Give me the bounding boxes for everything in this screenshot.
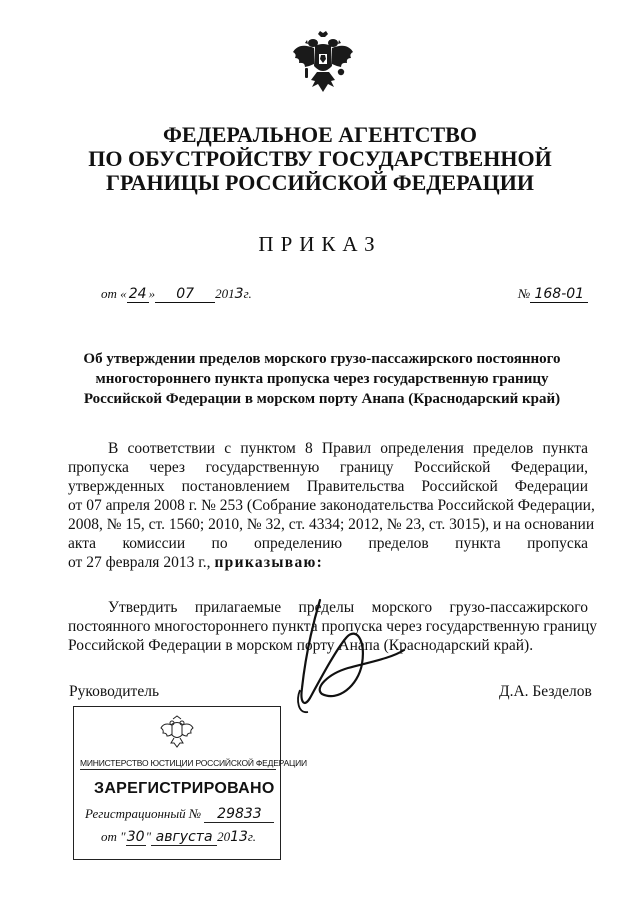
paragraph-line: пропуска через государственную границу Российской Федерации, (68, 459, 588, 476)
stamp-ministry-name: МИНИСТЕРСТВО ЮСТИЦИИ РОССИЙСКОЙ ФЕДЕРАЦИИ (80, 758, 307, 768)
paragraph-line: 2008, № 15, ст. 1560; 2010, № 32, ст. 4334; 2012, № 23, ст. 3015), и на основании (68, 516, 595, 533)
paragraph-line: В соответствии с пунктом 8 Правил определения пределов пункта (108, 440, 588, 457)
reg-date-year-digits: 13 (230, 829, 248, 845)
reg-number-value: 29833 (204, 806, 274, 823)
double-headed-eagle-icon (291, 30, 355, 96)
date-suffix: г. (243, 286, 252, 301)
subject-line-2: многостороннего пункта пропуска через государственную границу (95, 371, 549, 387)
paragraph-line: акта комиссии по определению пределов пункта пропуска (68, 535, 588, 552)
agency-name-line-2: ПО ОБУСТРОЙСТВУ ГОСУДАРСТВЕННОЙ (88, 146, 552, 171)
order-keyword: приказываю: (214, 554, 324, 571)
paragraph-line: утвержденных постановлением Правительства Российской Федерации (68, 478, 588, 495)
subject-line-3: Российской Федерации в морском порту Анапа (Краснодарский край) (83, 391, 561, 407)
date-day: 24 (127, 286, 149, 303)
reg-date-suffix: г. (247, 829, 257, 844)
date-month: 07 (155, 286, 215, 303)
stamp-registration-number (85, 806, 274, 823)
stamp-registered-label: ЗАРЕГИСТРИРОВАНО (94, 780, 275, 797)
signatory-name: Д.А. Безделов (499, 683, 592, 700)
basis-date-text: от 27 февраля 2013 г., (68, 554, 215, 571)
order-date (101, 286, 252, 303)
paragraph-line: от 07 апреля 2008 г. № 253 (Собрание законодательства Российской Федерации, (68, 497, 595, 514)
document-type-title: ПРИКАЗ (258, 232, 382, 256)
double-headed-eagle-icon (160, 715, 194, 749)
registration-stamp (73, 706, 307, 860)
agency-name-line-3: ГРАНИЦЫ РОССИЙСКОЙ ФЕДЕРАЦИИ (106, 170, 534, 195)
subject-line-1: Об утверждении пределов морского грузо-пассажирского постоянного (83, 351, 561, 367)
number-prefix: № (518, 286, 531, 301)
reg-number-label: Регистрационный № (85, 806, 202, 821)
date-year-prefix: 201 (215, 286, 235, 301)
handwritten-signature (292, 590, 412, 730)
date-prefix: от « (101, 286, 127, 301)
paragraph-line: Утвердить прилагаемые пределы морского грузо-пассажирского (108, 599, 588, 616)
date-mid: » (148, 286, 156, 301)
signatory-title: Руководитель (69, 683, 160, 700)
reg-date-month: августа (151, 829, 217, 846)
paragraph-line: постоянного многостороннего пункта пропуска через государственную границу (68, 618, 598, 635)
reg-date-day: 30 (126, 829, 145, 845)
reg-date-year-prefix: 20 (217, 829, 231, 844)
reg-date-prefix: от " (101, 829, 126, 844)
paragraph-line: Российской Федерации в морском порту Анапа (Краснодарский край). (68, 637, 534, 654)
number-value: 168-01 (530, 286, 588, 303)
reg-date-mid: " (145, 829, 152, 844)
order-number (518, 286, 588, 303)
date-year-digit: 3 (234, 286, 244, 302)
paragraph-basis (68, 439, 595, 572)
stamp-registration-date (101, 829, 256, 846)
agency-name-line-1: ФЕДЕРАЛЬНОЕ АГЕНТСТВО (163, 122, 477, 147)
paragraph-last-line (68, 553, 588, 572)
